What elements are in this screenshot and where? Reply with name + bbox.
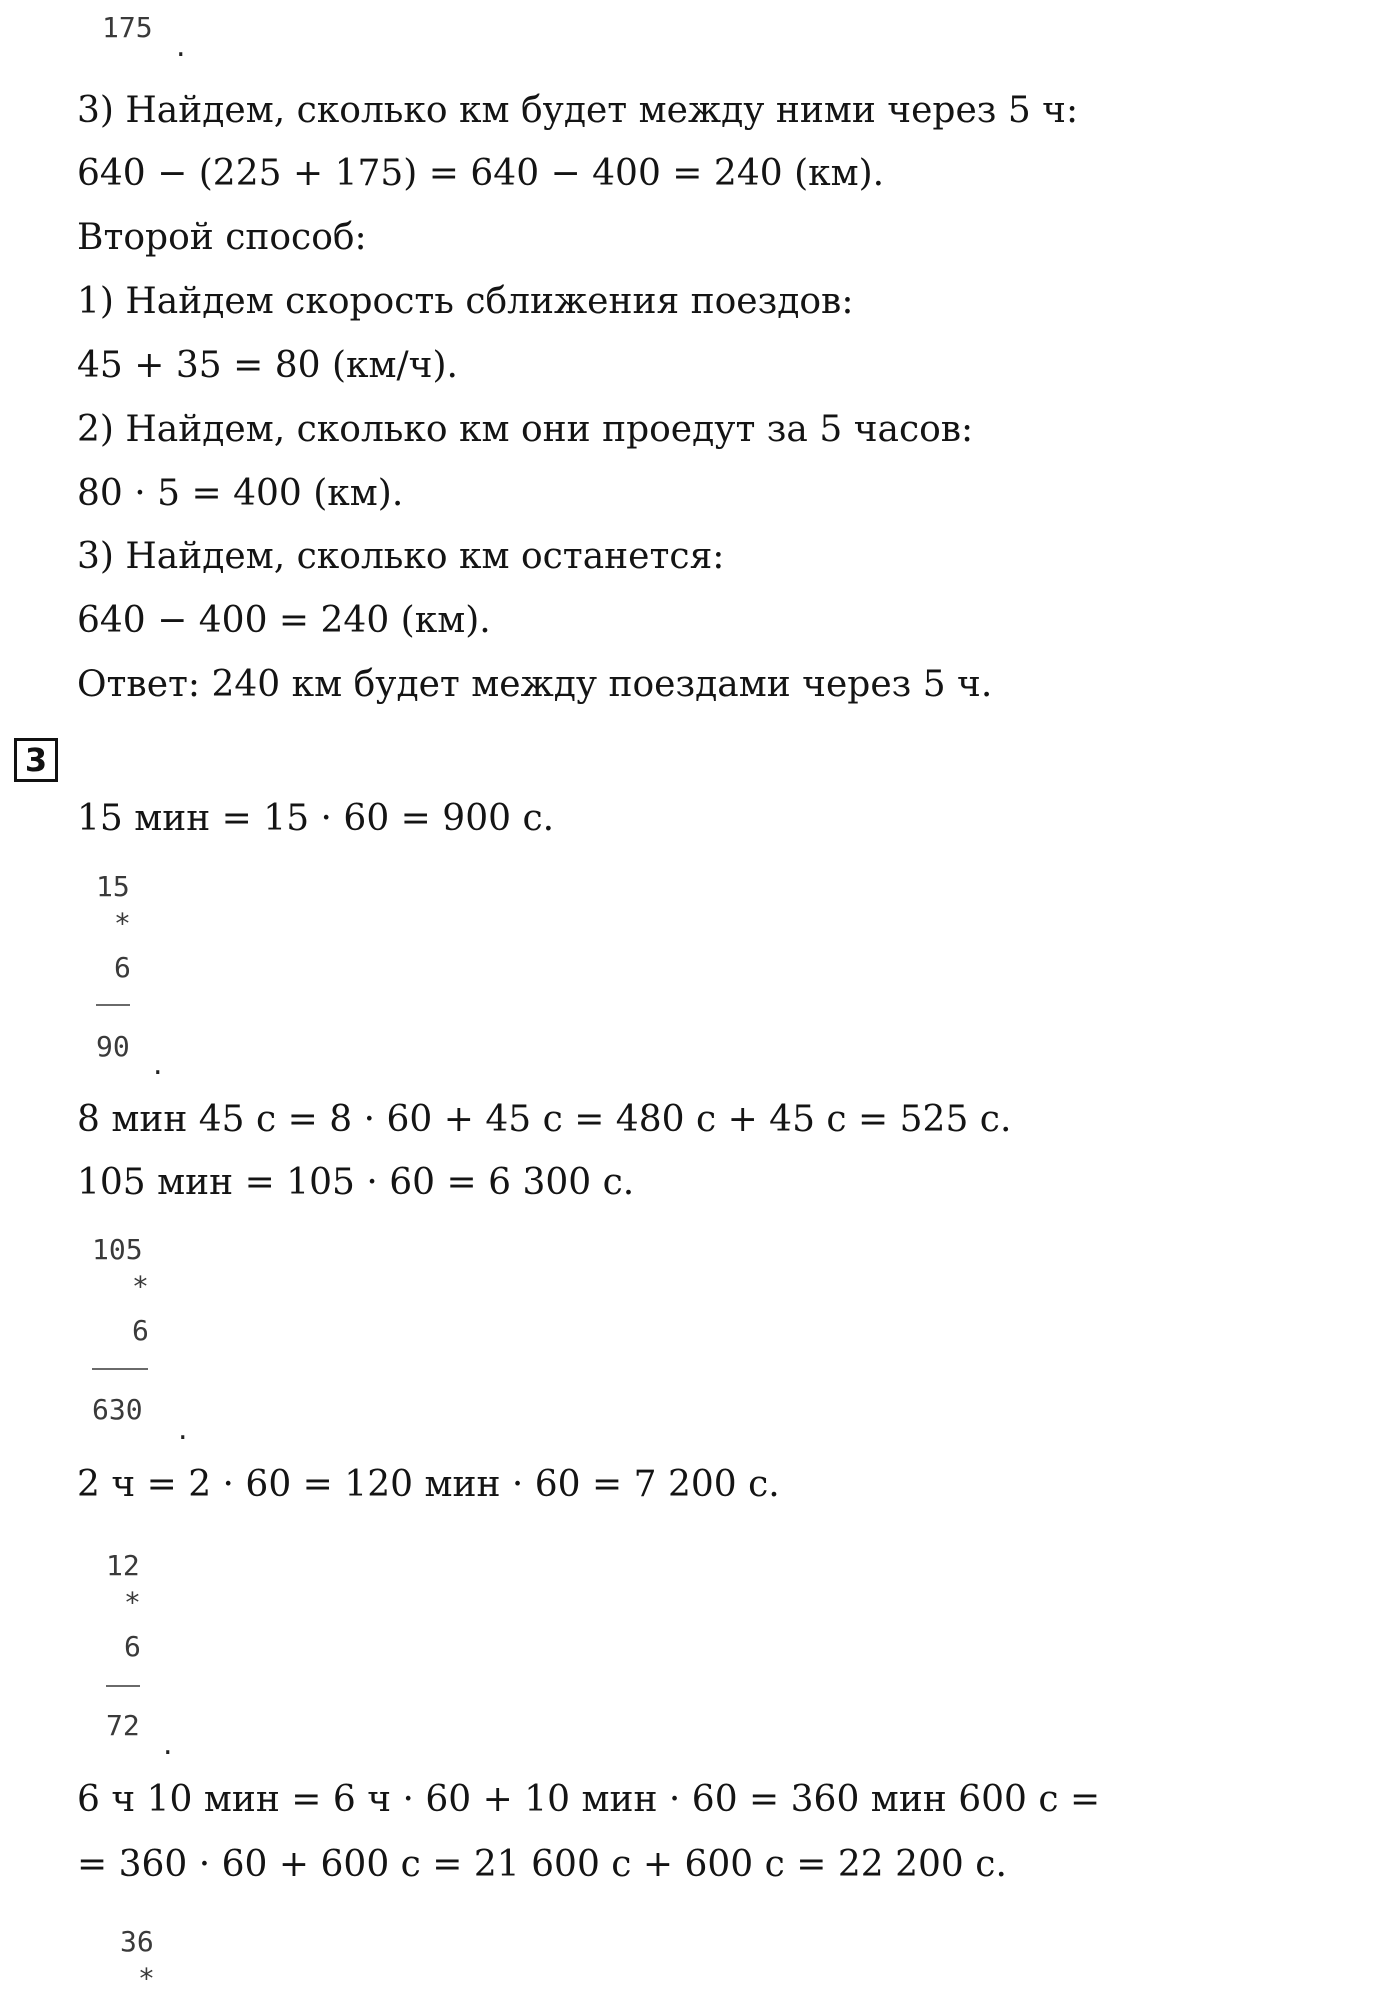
column-operand: 6	[124, 1630, 141, 1663]
column-operand: 6	[132, 1314, 149, 1347]
column-operator: *	[138, 1962, 155, 1995]
text-line: Второй способ:	[77, 217, 367, 258]
column-result: 72	[106, 1709, 140, 1742]
text-line: 640 − 400 = 240 (км).	[77, 600, 491, 641]
column-dot: .	[178, 1412, 188, 1447]
text-line: 3) Найдем, сколько км будет между ними через 5 ч:	[77, 90, 1079, 131]
column-operand: 15	[96, 870, 130, 903]
text-line: 8 мин 45 с = 8 · 60 + 45 с = 480 с + 45 с = 525 с.	[77, 1099, 1012, 1140]
column-result: 630	[92, 1393, 143, 1426]
answer-line: Ответ: 240 км будет между поездами через 5 ч.	[77, 664, 993, 705]
column-dot: .	[163, 1727, 173, 1762]
text-line: 45 + 35 = 80 (км/ч).	[77, 345, 458, 386]
column-rule	[96, 1004, 130, 1006]
column-operator: *	[114, 907, 131, 940]
text-line: 2 ч = 2 · 60 = 120 мин · 60 = 7 200 с.	[77, 1464, 780, 1505]
column-rule	[92, 1368, 148, 1370]
column-operand: 12	[106, 1549, 140, 1582]
column-operand: 105	[92, 1233, 143, 1266]
text-line: = 360 · 60 + 600 с = 21 600 с + 600 с = 22 200 с.	[77, 1844, 1007, 1885]
column-operator: *	[132, 1270, 149, 1303]
text-line: 6 ч 10 мин = 6 ч · 60 + 10 мин · 60 = 360 мин 600 с =	[77, 1779, 1101, 1820]
column-operand: 36	[120, 1925, 154, 1958]
column-dot: .	[176, 29, 186, 64]
text-line: 1) Найдем скорость сближения поездов:	[77, 281, 854, 322]
text-line: 80 · 5 = 400 (км).	[77, 473, 404, 514]
text-line: 640 − (225 + 175) = 640 − 400 = 240 (км).	[77, 153, 885, 194]
column-rule	[106, 1685, 140, 1687]
task-number-badge: 3	[14, 738, 58, 782]
text-line: 15 мин = 15 · 60 = 900 с.	[77, 798, 555, 839]
column-dot: .	[153, 1047, 163, 1082]
column-operator: *	[124, 1586, 141, 1619]
column-result: 90	[96, 1030, 130, 1063]
text-line: 105 мин = 105 · 60 = 6 300 с.	[77, 1162, 635, 1203]
column-operand: 6	[114, 951, 131, 984]
text-line: 2) Найдем, сколько км они проедут за 5 часов:	[77, 409, 974, 450]
text-line: 3) Найдем, сколько км останется:	[77, 536, 725, 577]
column-number: 175	[102, 11, 153, 44]
